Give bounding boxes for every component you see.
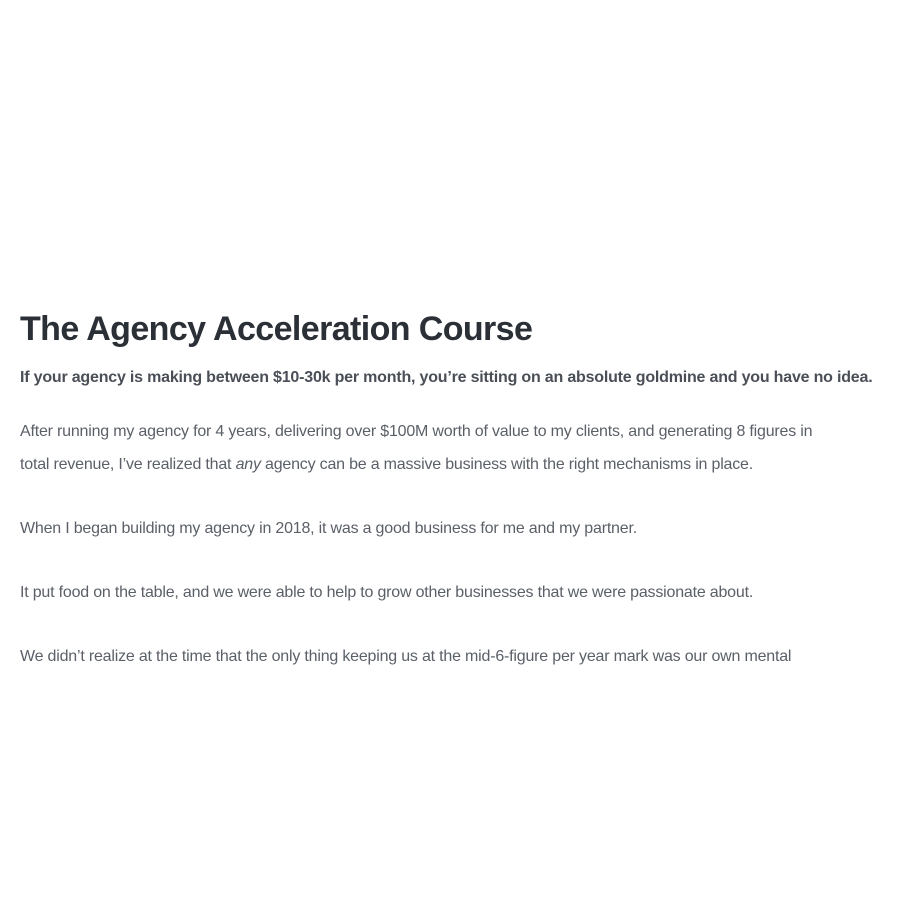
paragraph-line: After running my agency for 4 years, delivering over $100M worth of value to my clients, and generating 8 figures in — [20, 423, 813, 440]
emphasis-text: any — [235, 456, 261, 473]
article-content — [20, 306, 885, 673]
page-title: The Agency Acceleration Course — [20, 310, 533, 348]
lead-paragraph: If your agency is making between $10-30k per month, you’re sitting on an absolute goldmine and you have no idea. — [20, 369, 873, 386]
paragraph-line — [20, 448, 885, 481]
paragraph-began-building: When I began building my agency in 2018, it was a good business for me and my partner. — [20, 520, 637, 537]
paragraph-food-on-table: It put food on the table, and we were able to help to grow other businesses that we were passionate about. — [20, 584, 754, 601]
paragraph-agency-experience — [20, 415, 885, 481]
paragraph-mental-limit: We didn’t realize at the time that the only thing keeping us at the mid-6-figure per year mark was our own mental — [20, 648, 792, 665]
text-segment: total revenue, I’ve realized that — [20, 456, 236, 473]
text-segment: agency can be a massive business with the right mechanisms in place. — [260, 456, 753, 473]
